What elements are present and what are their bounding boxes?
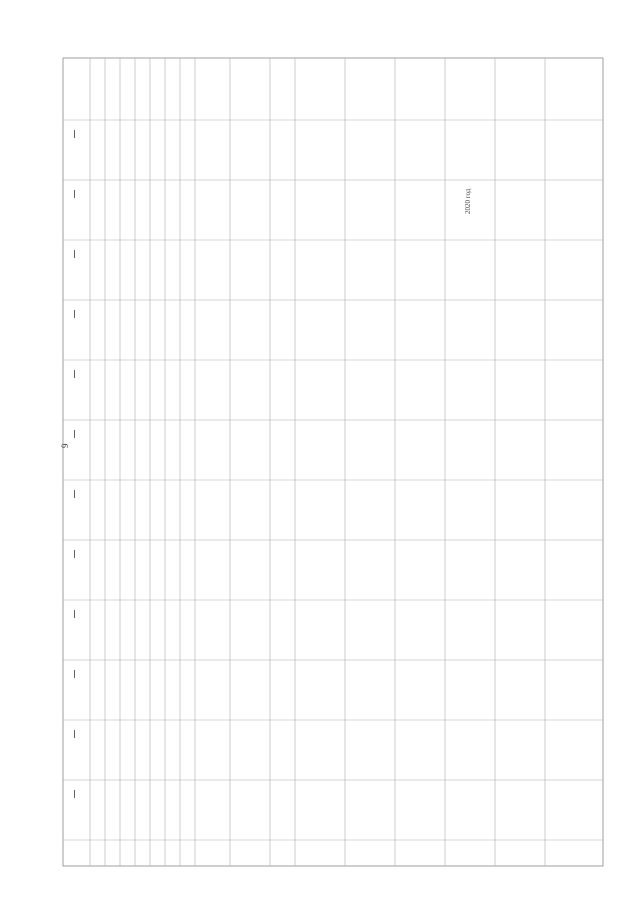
page-number: 9 [60,443,70,448]
table-column-lines [90,58,545,866]
visible-year-label: 2020 год [464,188,472,214]
table-outer-border [63,58,603,866]
table-row-lines [63,120,603,840]
table-faint-cell-marks [74,130,75,798]
